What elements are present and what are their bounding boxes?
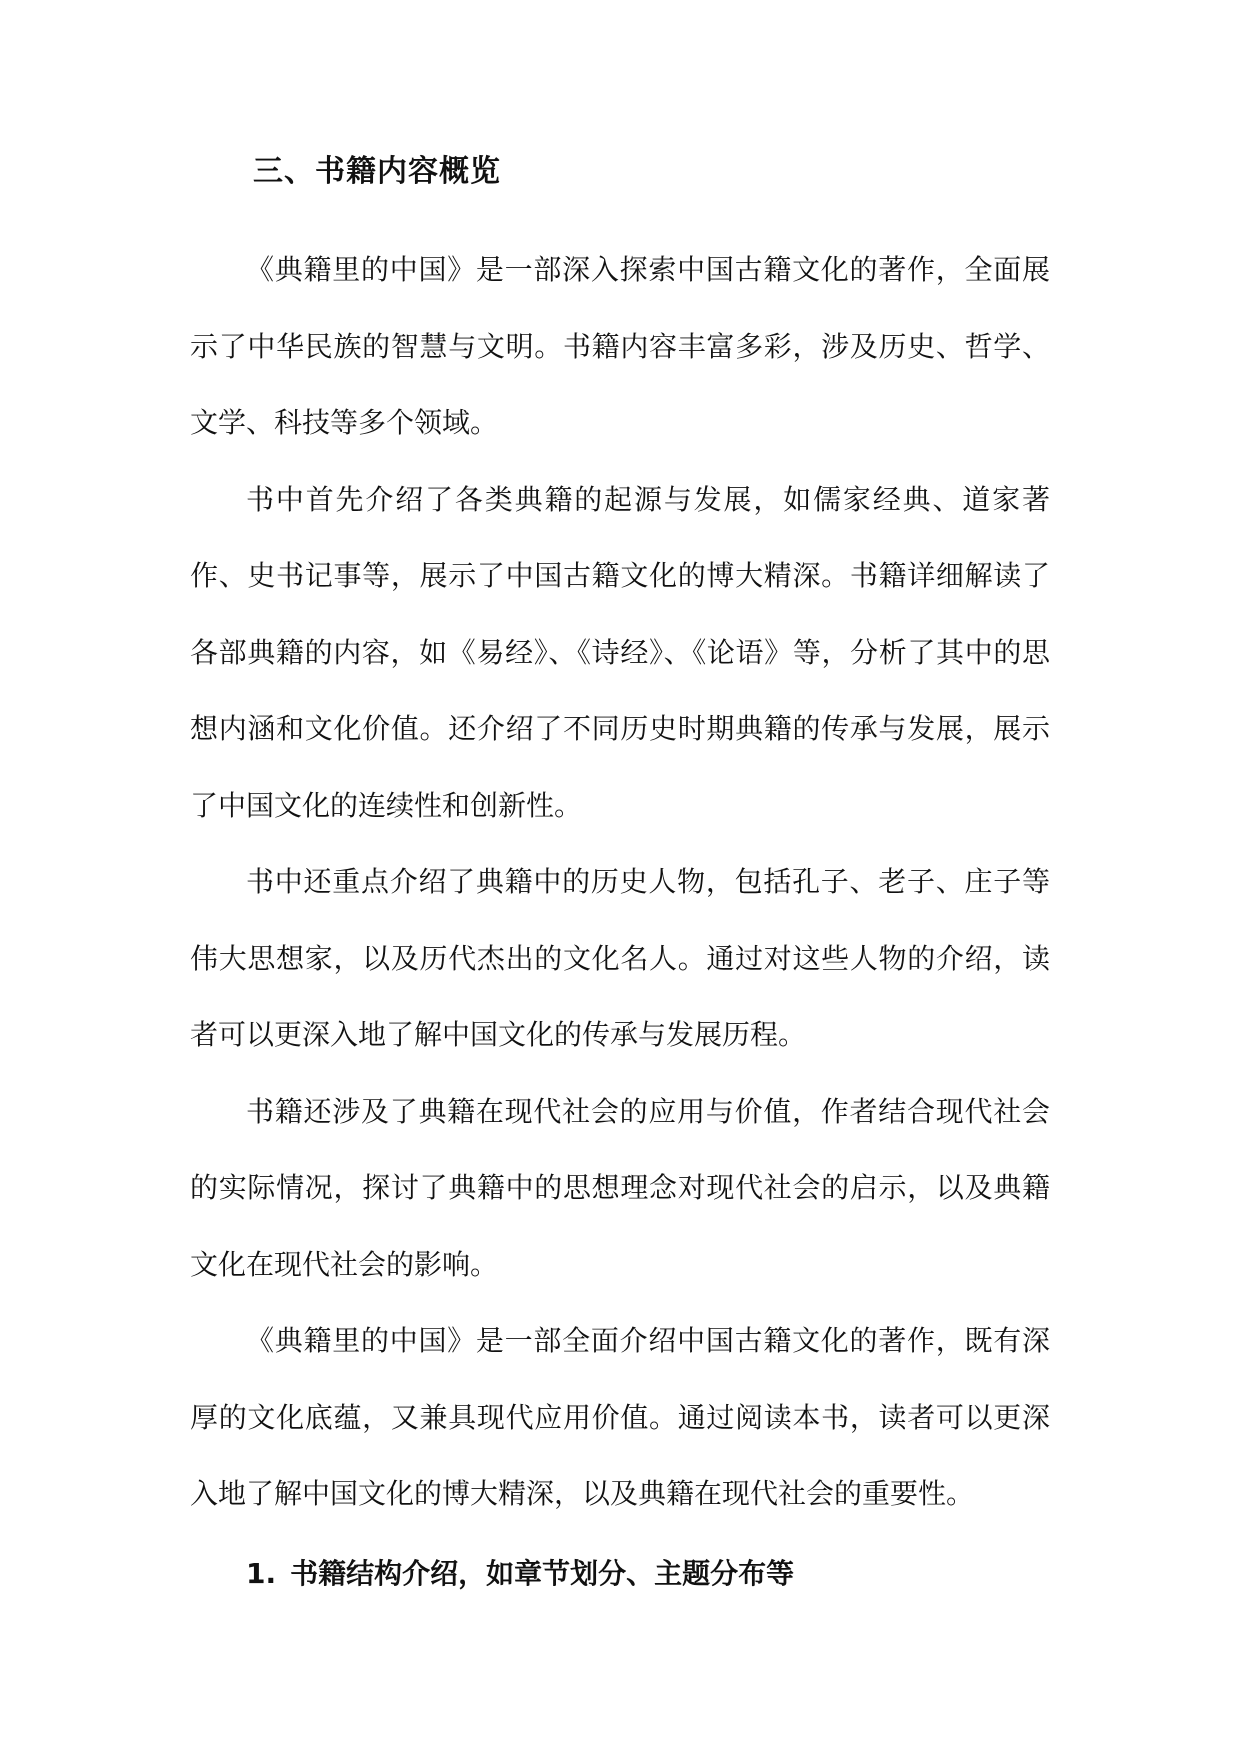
- paragraph-figures: 书中还重点介绍了典籍中的历史人物，包括孔子、老子、庄子等伟大思想家，以及历代杰出的文化名人。通过对这些人物的介绍，读者可以更深入地了解中国文化的传承与发展历程。: [190, 865, 1050, 1051]
- body-text: [190, 232, 1050, 1533]
- paragraph-origins: 书中首先介绍了各类典籍的起源与发展，如儒家经典、道家著作、史书记事等，展示了中国古籍文化的博大精深。书籍详细解读了各部典籍的内容，如《易经》、《诗经》、《论语》等，分析了其中的思想内涵和文化价值。还介绍了不同历史时期典籍的传承与发展，展示了中国文化的连续性和创新性。: [190, 482, 1050, 822]
- subsection-title: 书籍结构介绍，如章节划分、主题分布等: [290, 1557, 795, 1590]
- paragraph-summary: 《典籍里的中国》是一部全面介绍中国古籍文化的著作，既有深厚的文化底蕴，又兼具现代应用价值。通过阅读本书，读者可以更深入地了解中国文化的博大精深，以及典籍在现代社会的重要性。: [190, 1324, 1050, 1510]
- subsection-number: 1.: [246, 1557, 277, 1590]
- section-heading: 三、书籍内容概览: [253, 154, 501, 189]
- paragraph-modern-value: 书籍还涉及了典籍在现代社会的应用与价值，作者结合现代社会的实际情况，探讨了典籍中的思想理念对现代社会的启示，以及典籍文化在现代社会的影响。: [190, 1094, 1050, 1281]
- subsection-heading: [246, 1550, 794, 1598]
- paragraph-intro: 《典籍里的中国》是一部深入探索中国古籍文化的著作，全面展示了中华民族的智慧与文明。书籍内容丰富多彩，涉及历史、哲学、文学、科技等多个领域。: [190, 253, 1050, 439]
